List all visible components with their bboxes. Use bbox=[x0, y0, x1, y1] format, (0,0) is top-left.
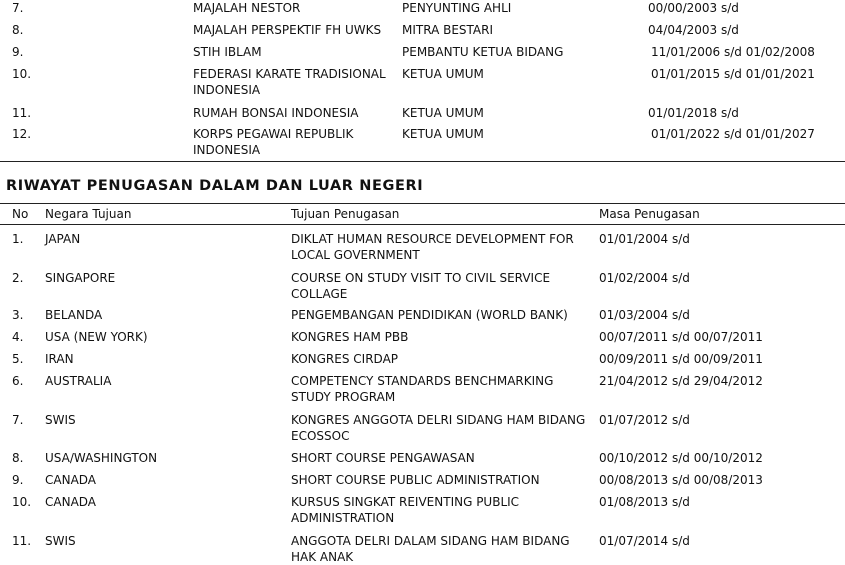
org-row-name: FEDERASI KARATE TRADISIONAL INDONESIA bbox=[193, 67, 386, 97]
assignment-row-period: 01/07/2012 s/d bbox=[599, 413, 690, 427]
assignment-row-no: 8. bbox=[12, 451, 24, 465]
org-row-role: KETUA UMUM bbox=[402, 67, 484, 81]
assignment-row-country: USA/WASHINGTON bbox=[45, 451, 158, 465]
org-row-period: 01/01/2018 s/d bbox=[648, 106, 739, 120]
assignment-row-country: SWIS bbox=[45, 413, 76, 427]
org-row-period: 04/04/2003 s/d bbox=[648, 23, 739, 37]
org-row-no: 10. bbox=[12, 67, 32, 81]
assignment-row-period: 01/01/2004 s/d bbox=[599, 232, 690, 246]
org-row-name: MAJALAH NESTOR bbox=[193, 1, 301, 15]
org-row-period: 01/01/2022 s/d 01/01/2027 bbox=[651, 127, 815, 141]
assignment-row-purpose: COURSE ON STUDY VISIT TO CIVIL SERVICE COLLAGE bbox=[291, 271, 551, 301]
assignment-row-country: SWIS bbox=[45, 534, 76, 548]
assignment-row-purpose: KONGRES ANGGOTA DELRI SIDANG HAM BIDANG ECOSSOC bbox=[291, 413, 586, 443]
assignment-row-country: CANADA bbox=[45, 495, 97, 509]
assignment-row-period: 00/08/2013 s/d 00/08/2013 bbox=[599, 473, 763, 487]
header-no: No bbox=[12, 207, 29, 221]
assignment-row-purpose: KURSUS SINGKAT REIVENTING PUBLIC ADMINISTRATION bbox=[291, 495, 520, 525]
assignment-row-period: 00/09/2011 s/d 00/09/2011 bbox=[599, 352, 763, 366]
table-divider bbox=[0, 161, 845, 162]
assignment-row-no: 5. bbox=[12, 352, 24, 366]
assignment-row-period: 01/07/2014 s/d bbox=[599, 534, 690, 548]
org-row-name: STIH IBLAM bbox=[193, 45, 262, 59]
org-row-role: PENYUNTING AHLI bbox=[402, 1, 512, 15]
assignment-row-country: USA (NEW YORK) bbox=[45, 330, 148, 344]
assignment-row-no: 7. bbox=[12, 413, 24, 427]
assignment-row-no: 11. bbox=[12, 534, 32, 548]
header-purpose: Tujuan Penugasan bbox=[291, 207, 400, 221]
assignment-row-no: 10. bbox=[12, 495, 32, 509]
assignment-row-purpose: PENGEMBANGAN PENDIDIKAN (WORLD BANK) bbox=[291, 308, 568, 322]
assignment-row-purpose: DIKLAT HUMAN RESOURCE DEVELOPMENT FOR LOCAL GOVERNMENT bbox=[291, 232, 574, 262]
assignment-row-country: AUSTRALIA bbox=[45, 374, 112, 388]
assignment-row-country: SINGAPORE bbox=[45, 271, 116, 285]
org-row-no: 7. bbox=[12, 1, 24, 15]
org-row-no: 11. bbox=[12, 106, 32, 120]
org-row-role: MITRA BESTARI bbox=[402, 23, 494, 37]
assignment-row-period: 01/08/2013 s/d bbox=[599, 495, 690, 509]
header-top-rule bbox=[0, 203, 845, 204]
assignment-row-period: 01/02/2004 s/d bbox=[599, 271, 690, 285]
assignment-row-purpose: KONGRES HAM PBB bbox=[291, 330, 409, 344]
assignment-row-purpose: KONGRES CIRDAP bbox=[291, 352, 399, 366]
assignment-row-purpose: SHORT COURSE PUBLIC ADMINISTRATION bbox=[291, 473, 540, 487]
assignment-row-country: JAPAN bbox=[45, 232, 81, 246]
assignment-row-no: 4. bbox=[12, 330, 24, 344]
assignment-row-period: 21/04/2012 s/d 29/04/2012 bbox=[599, 374, 763, 388]
assignment-row-purpose: COMPETENCY STANDARDS BENCHMARKING STUDY PROGRAM bbox=[291, 374, 554, 404]
org-row-name: KORPS PEGAWAI REPUBLIK INDONESIA bbox=[193, 127, 354, 157]
org-row-period: 00/00/2003 s/d bbox=[648, 1, 739, 15]
assignment-row-no: 1. bbox=[12, 232, 24, 246]
section-title: RIWAYAT PENUGASAN DALAM DAN LUAR NEGERI bbox=[6, 178, 424, 194]
assignment-row-country: CANADA bbox=[45, 473, 97, 487]
header-country: Negara Tujuan bbox=[45, 207, 132, 221]
assignment-row-no: 9. bbox=[12, 473, 24, 487]
org-row-no: 9. bbox=[12, 45, 24, 59]
assignment-row-no: 3. bbox=[12, 308, 24, 322]
org-row-role: KETUA UMUM bbox=[402, 127, 484, 141]
org-row-role: PEMBANTU KETUA BIDANG bbox=[402, 45, 564, 59]
org-row-role: KETUA UMUM bbox=[402, 106, 484, 120]
assignment-row-no: 6. bbox=[12, 374, 24, 388]
org-row-period: 11/01/2006 s/d 01/02/2008 bbox=[651, 45, 815, 59]
org-row-no: 12. bbox=[12, 127, 32, 141]
org-row-no: 8. bbox=[12, 23, 24, 37]
header-period: Masa Penugasan bbox=[599, 207, 700, 221]
assignment-row-no: 2. bbox=[12, 271, 24, 285]
assignment-row-period: 00/10/2012 s/d 00/10/2012 bbox=[599, 451, 763, 465]
header-bottom-rule bbox=[0, 224, 845, 225]
assignment-row-purpose: SHORT COURSE PENGAWASAN bbox=[291, 451, 475, 465]
assignment-row-period: 01/03/2004 s/d bbox=[599, 308, 690, 322]
assignment-row-purpose: ANGGOTA DELRI DALAM SIDANG HAM BIDANG HAK ANAK bbox=[291, 534, 570, 564]
org-row-name: RUMAH BONSAI INDONESIA bbox=[193, 106, 359, 120]
org-row-name: MAJALAH PERSPEKTIF FH UWKS bbox=[193, 23, 382, 37]
org-row-period: 01/01/2015 s/d 01/01/2021 bbox=[651, 67, 815, 81]
assignment-row-country: IRAN bbox=[45, 352, 74, 366]
assignment-row-period: 00/07/2011 s/d 00/07/2011 bbox=[599, 330, 763, 344]
assignment-row-country: BELANDA bbox=[45, 308, 103, 322]
